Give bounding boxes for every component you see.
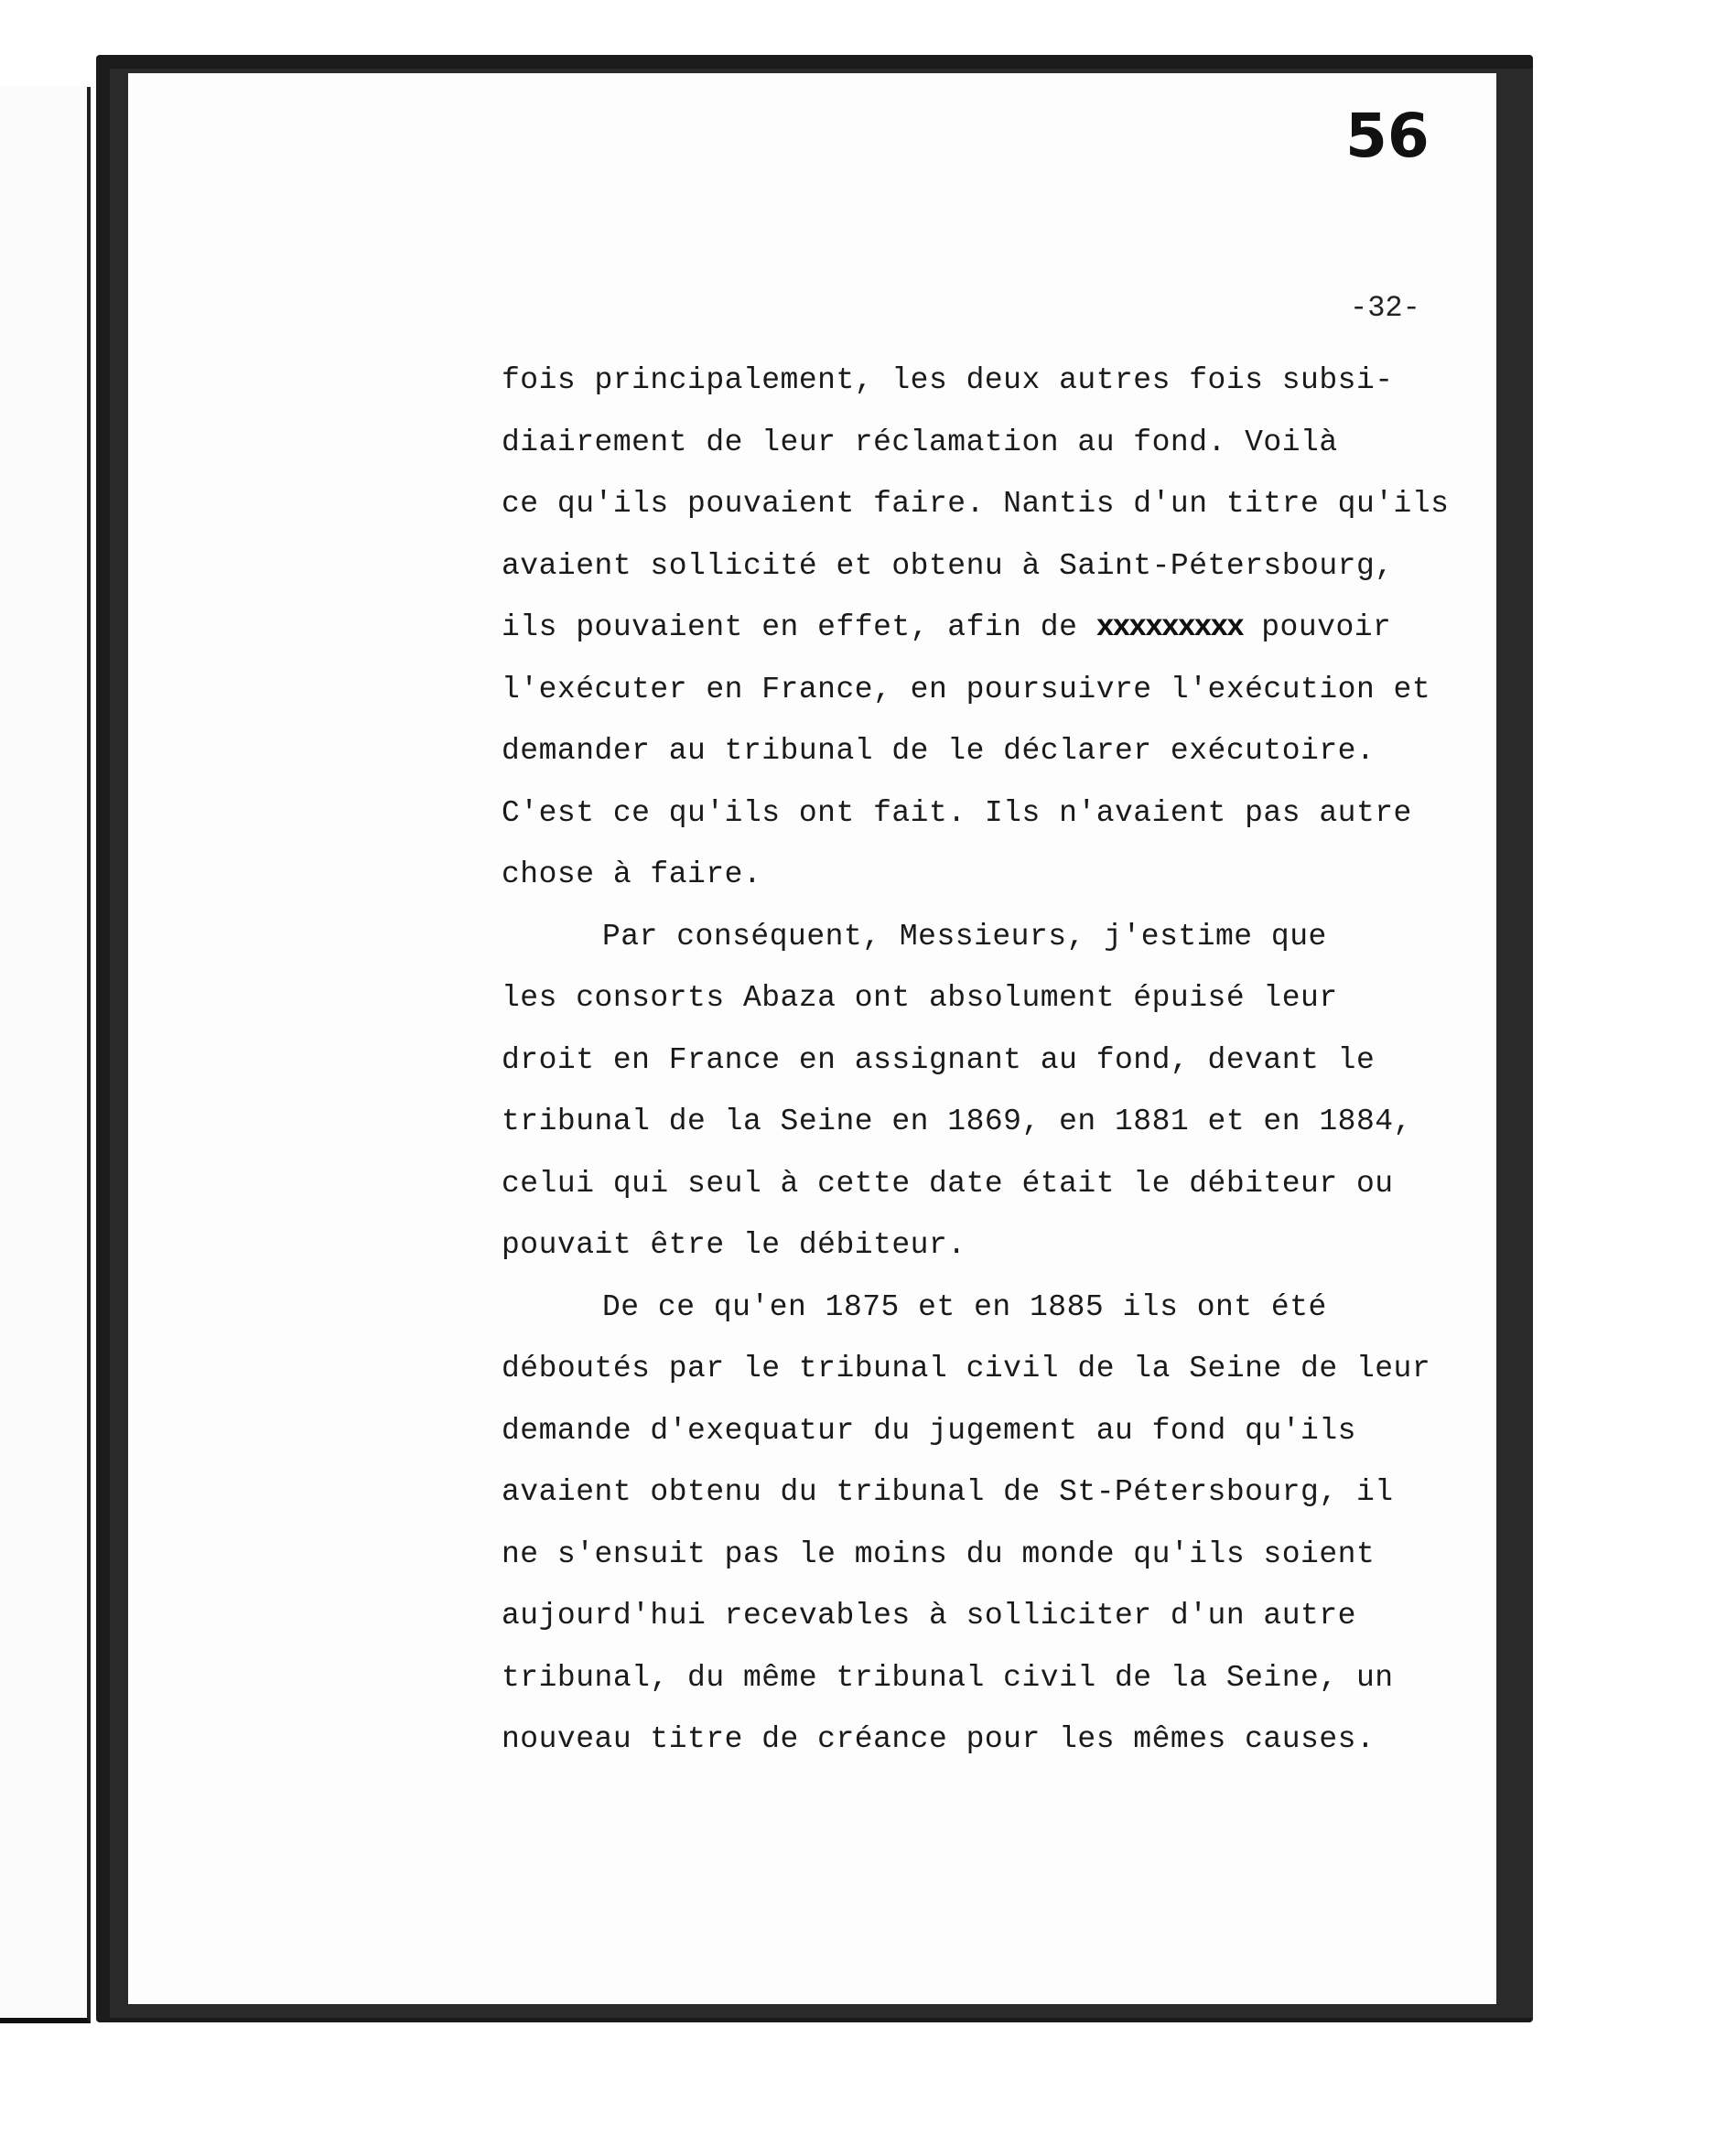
text-segment: C'est ce qu'ils ont fait. Ils n'avaient pas autre [502,795,1412,830]
text-segment: aujourd'hui recevables à solliciter d'un autre [502,1599,1356,1633]
text-line [502,1338,1472,1400]
text-line [502,1214,1472,1277]
text-segment: ce qu'ils pouvaient faire. Nantis d'un titre qu'ils [502,487,1450,521]
text-segment: chose à faire. [502,857,762,891]
text-line [502,1524,1472,1586]
text-segment: demander au tribunal de le déclarer exécutoire. [502,734,1376,768]
text-segment: nouveau titre de créance pour les mêmes causes. [502,1722,1376,1756]
text-line [502,659,1472,721]
text-segment: diairement de leur réclamation au fond. Voilà [502,425,1338,459]
text-segment: droit en France en assignant au fond, devant le [502,1042,1376,1077]
text-line [502,597,1472,659]
text-line [502,844,1472,906]
text-segment: fois principalement, les deux autres fois subsi- [502,363,1394,397]
text-line [502,412,1472,474]
text-line [502,473,1472,535]
text-segment: tribunal, du même tribunal civil de la Seine, un [502,1660,1394,1695]
adjacent-page-edge [0,87,91,2023]
text-line [502,1461,1472,1524]
text-line [502,1277,1472,1339]
folio-number: 56 [1345,101,1430,171]
text-line [502,1647,1472,1709]
text-segment: les consorts Abaza ont absolument épuisé leur [502,981,1338,1015]
text-line [502,782,1472,845]
struck-out-word: xxxxxxxxx [1095,610,1243,644]
text-segment: celui qui seul à cette date était le débiteur ou [502,1166,1394,1201]
text-line [502,967,1472,1029]
text-line [502,1400,1472,1462]
text-line [502,1153,1472,1215]
text-segment: Par conséquent, Messieurs, j'estime que [602,919,1327,954]
text-segment: ils pouvaient en effet, afin de [502,610,1096,644]
typed-text-body [502,350,1472,1771]
page-number: -32- [1350,291,1420,325]
text-segment: pouvoir [1242,610,1392,644]
text-segment: avaient sollicité et obtenu à Saint-Pétersbourg, [502,548,1394,583]
text-line [502,906,1472,968]
text-line [502,350,1472,412]
text-line [502,1091,1472,1153]
text-line [502,535,1472,598]
text-line [502,1585,1472,1647]
text-line [502,720,1472,782]
text-segment: avaient obtenu du tribunal de St-Pétersbourg, il [502,1475,1394,1509]
text-segment: déboutés par le tribunal civil de la Seine de leur [502,1352,1431,1385]
text-line [502,1709,1472,1771]
text-line [502,1029,1472,1092]
text-segment: tribunal de la Seine en 1869, en 1881 et en 1884, [502,1105,1412,1138]
text-segment: pouvait être le débiteur. [502,1228,966,1262]
text-segment: demande d'exequatur du jugement au fond qu'ils [502,1413,1356,1448]
text-segment: De ce qu'en 1875 et en 1885 ils ont été [602,1289,1327,1324]
text-segment: ne s'ensuit pas le moins du monde qu'ils soient [502,1536,1376,1571]
text-segment: l'exécuter en France, en poursuivre l'exécution et [502,672,1431,706]
